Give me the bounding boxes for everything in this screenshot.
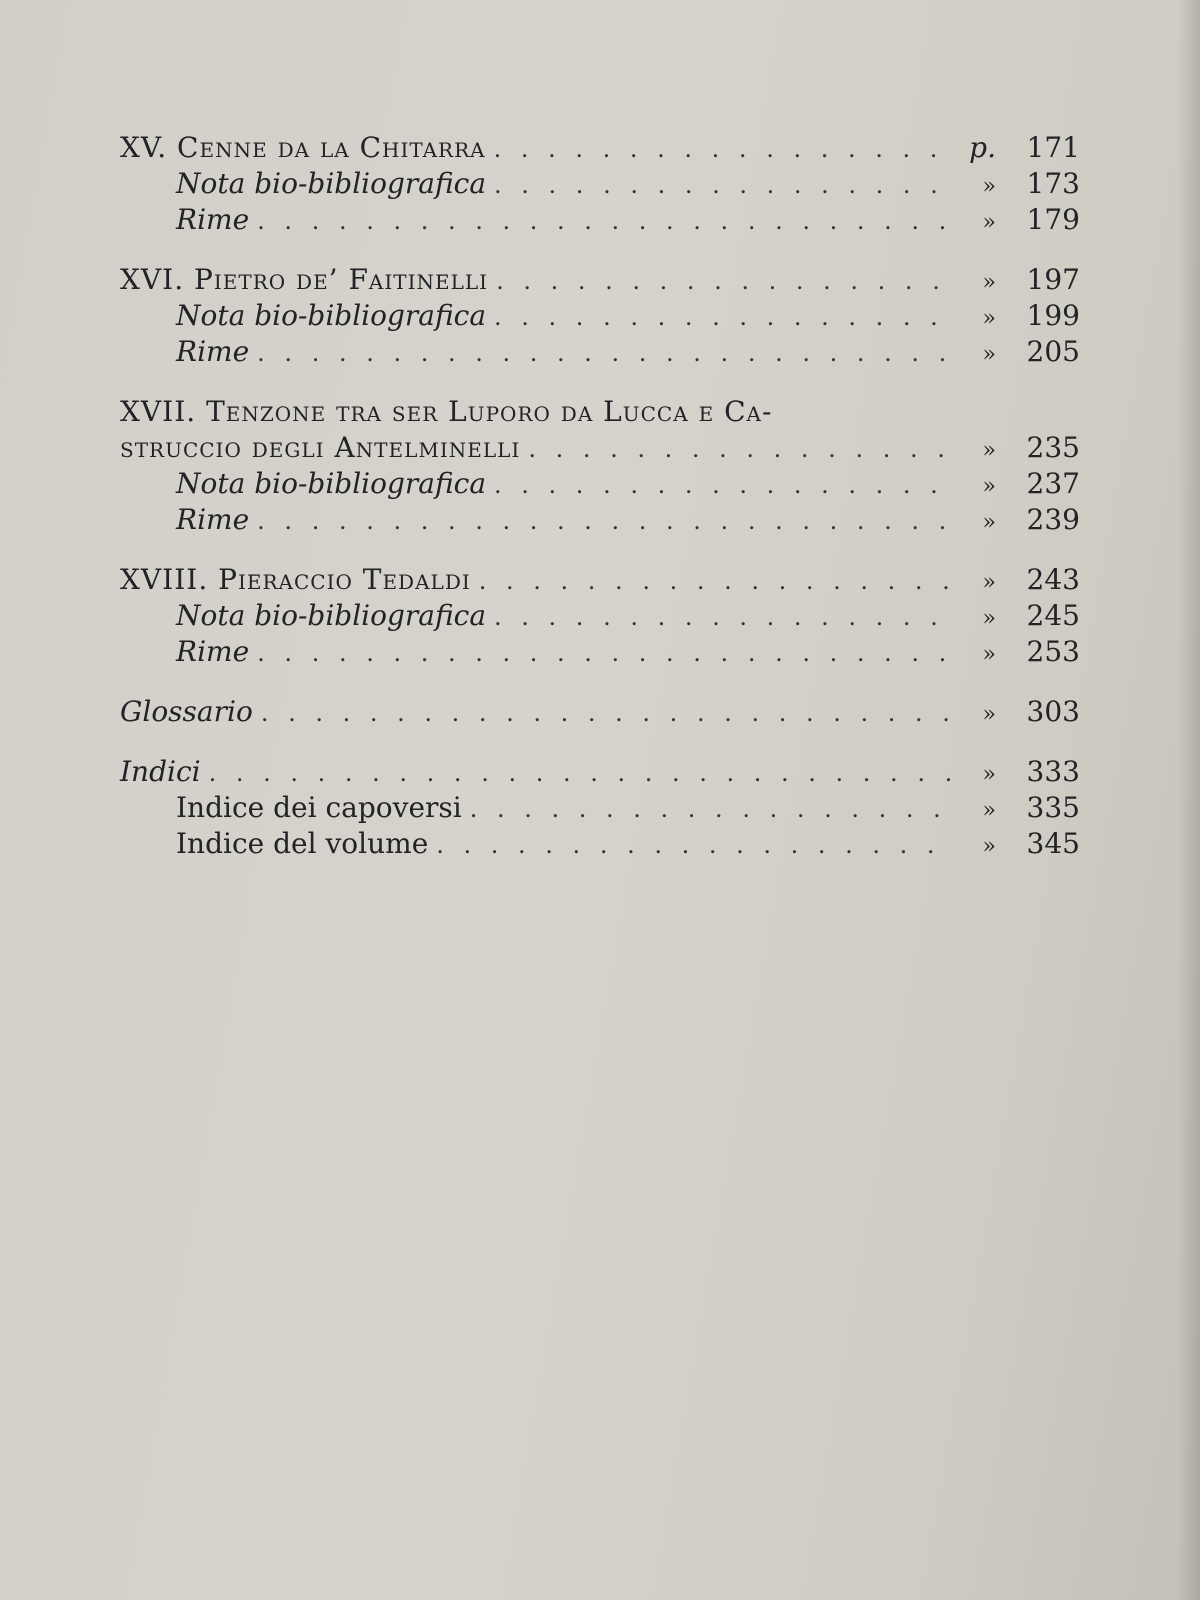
dot-leader (470, 791, 952, 827)
toc-subentry (120, 598, 1080, 634)
toc-section-xvi (120, 262, 1080, 370)
glossario-label: Glossario (120, 695, 253, 728)
ditto-mark: » (982, 834, 996, 859)
section-title: XV. Cenne da la Chitarra (120, 131, 486, 164)
ditto-mark: » (982, 306, 996, 331)
toc-entry (120, 430, 1080, 466)
dot-leader (257, 335, 952, 371)
dot-leader (257, 635, 952, 671)
ditto-mark: » (982, 642, 996, 667)
section-title: XVIII. Pieraccio Tedaldi (120, 563, 471, 596)
subentry-label: Indice del volume (176, 827, 429, 860)
toc-subentry (120, 202, 1080, 238)
dot-leader (494, 131, 952, 167)
page-number: 237 (1026, 467, 1080, 500)
page-number: 333 (1026, 755, 1080, 788)
toc-entry (120, 562, 1080, 598)
toc-section-xviii (120, 562, 1080, 670)
toc-section-xv (120, 130, 1080, 238)
toc-entry (120, 262, 1080, 298)
dot-leader (257, 503, 952, 539)
ditto-mark: » (982, 702, 996, 727)
toc-section-indici (120, 754, 1080, 862)
page-number: 235 (1026, 431, 1080, 464)
toc-entry (120, 130, 1080, 166)
toc-subentry (120, 166, 1080, 202)
subentry-label: Indice dei capoversi (176, 791, 462, 824)
page-number: 303 (1026, 695, 1080, 728)
dot-leader (494, 599, 952, 635)
ditto-mark: » (982, 438, 996, 463)
ditto-mark: » (982, 762, 996, 787)
dot-leader (494, 299, 952, 335)
toc-entry (120, 754, 1080, 790)
page-number: 345 (1026, 827, 1080, 860)
toc-subentry (120, 298, 1080, 334)
toc-section-glossario (120, 694, 1080, 730)
toc-subentry (120, 334, 1080, 370)
indici-label: Indici (120, 755, 201, 788)
page-marker: p. (969, 131, 996, 164)
dot-leader (209, 755, 952, 791)
section-title-line1: XVII. Tenzone tra ser Luporo da Lucca e Ca- (120, 395, 773, 428)
page-number: 253 (1026, 635, 1080, 668)
subentry-label: Rime (176, 335, 250, 368)
page-number: 205 (1026, 335, 1080, 368)
subentry-label: Nota bio-bibliografica (176, 467, 487, 500)
page-number: 243 (1026, 563, 1080, 596)
section-title-line2: struccio degli Antelminelli (120, 431, 521, 464)
subentry-label: Nota bio-bibliografica (176, 167, 487, 200)
page-number: 239 (1026, 503, 1080, 536)
dot-leader (494, 167, 952, 203)
toc-section-xvii (120, 394, 1080, 538)
page-number: 179 (1026, 203, 1080, 236)
dot-leader (257, 203, 952, 239)
ditto-mark: » (982, 474, 996, 499)
section-title: XVI. Pietro de’ Faitinelli (120, 263, 489, 296)
toc-subentry (120, 790, 1080, 826)
ditto-mark: » (982, 270, 996, 295)
toc-subentry (120, 502, 1080, 538)
ditto-mark: » (982, 174, 996, 199)
page-number: 335 (1026, 791, 1080, 824)
page-edge-shadow (1178, 0, 1200, 1600)
ditto-mark: » (982, 342, 996, 367)
page-number: 173 (1026, 167, 1080, 200)
page-number: 171 (1026, 131, 1080, 164)
subentry-label: Nota bio-bibliografica (176, 599, 487, 632)
dot-leader (494, 467, 952, 503)
toc-subentry (120, 634, 1080, 670)
dot-leader (496, 263, 952, 299)
subentry-label: Rime (176, 503, 250, 536)
page-number: 245 (1026, 599, 1080, 632)
subentry-label: Nota bio-bibliografica (176, 299, 487, 332)
page-number: 199 (1026, 299, 1080, 332)
toc-subentry (120, 466, 1080, 502)
subentry-label: Rime (176, 635, 250, 668)
ditto-mark: » (982, 510, 996, 535)
dot-leader (436, 827, 952, 863)
ditto-mark: » (982, 606, 996, 631)
toc-entry (120, 694, 1080, 730)
ditto-mark: » (982, 210, 996, 235)
toc-subentry (120, 826, 1080, 862)
page-number: 197 (1026, 263, 1080, 296)
ditto-mark: » (982, 798, 996, 823)
dot-leader (479, 563, 952, 599)
table-of-contents (120, 130, 1080, 886)
subentry-label: Rime (176, 203, 250, 236)
ditto-mark: » (982, 570, 996, 595)
dot-leader (261, 695, 952, 731)
dot-leader (528, 431, 952, 467)
